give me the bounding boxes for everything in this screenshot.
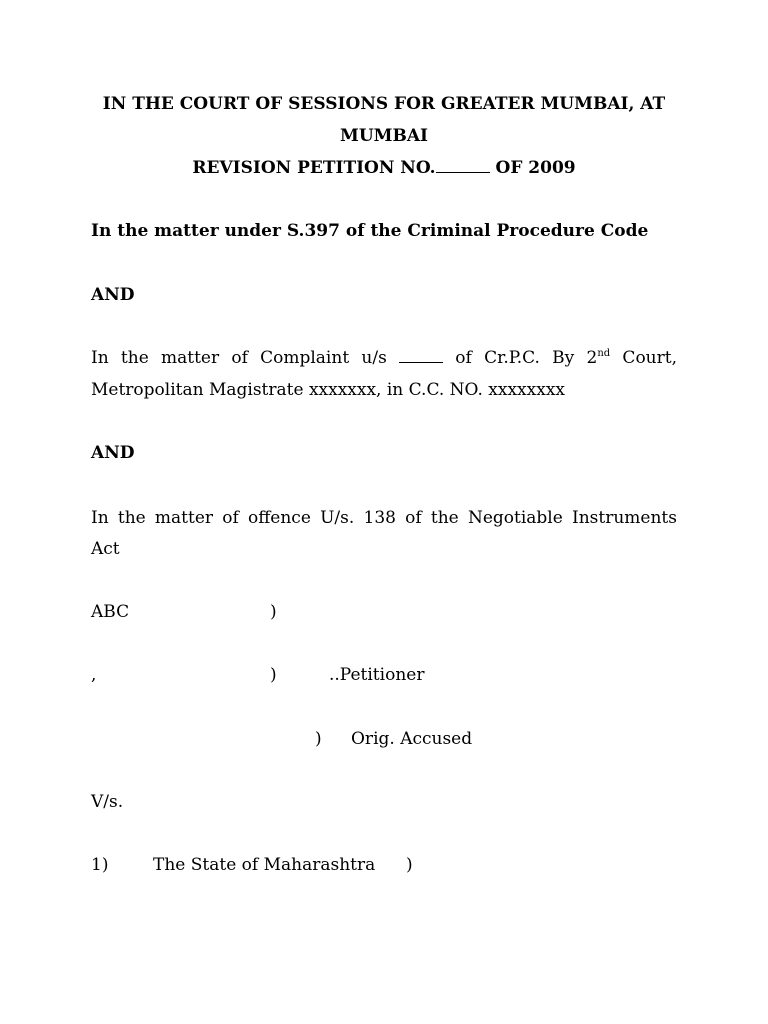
and-separator-2: AND <box>91 443 135 463</box>
ordinal-superscript: nd <box>597 348 611 359</box>
court-heading-line-2: MUMBAI <box>340 126 428 146</box>
versus-label: V/s. <box>91 792 124 812</box>
respondent-name: The State of Maharashtra <box>153 855 376 875</box>
court-heading-line-1: IN THE COURT OF SESSIONS FOR GREATER MUMBAI, AT <box>102 94 666 114</box>
complaint-text-a: In the matter of Complaint u/s <box>91 348 387 368</box>
paren-2: ) <box>270 665 277 685</box>
petition-suffix: OF 2009 <box>489 158 576 178</box>
party-comma: , <box>91 665 97 685</box>
party-name-abc: ABC <box>91 602 130 622</box>
complaint-text-b: of Cr.P.C. By 2 <box>455 348 598 368</box>
matter-offence-line-2: Act <box>91 539 120 559</box>
complaint-text-c: Court, <box>610 348 677 368</box>
section-blank <box>399 348 443 363</box>
paren-1: ) <box>270 602 277 622</box>
matter-complaint-line-1 <box>91 348 677 368</box>
petition-prefix: REVISION PETITION NO. <box>192 158 436 178</box>
petition-number-line <box>0 158 768 178</box>
respondent-number: 1) <box>91 855 109 875</box>
orig-accused-label: Orig. Accused <box>351 729 473 749</box>
paren-4: ) <box>406 855 413 875</box>
matter-s397: In the matter under S.397 of the Criminal Procedure Code <box>91 221 649 241</box>
matter-complaint-line-2: Metropolitan Magistrate xxxxxxx, in C.C. NO. xxxxxxxx <box>91 380 565 400</box>
and-separator-1: AND <box>91 285 135 305</box>
petition-number-blank <box>436 158 490 173</box>
petitioner-label: ..Petitioner <box>329 665 425 685</box>
matter-offence-line-1: In the matter of offence U/s. 138 of the Negotiable Instruments <box>91 508 677 528</box>
paren-3: ) <box>315 729 322 749</box>
